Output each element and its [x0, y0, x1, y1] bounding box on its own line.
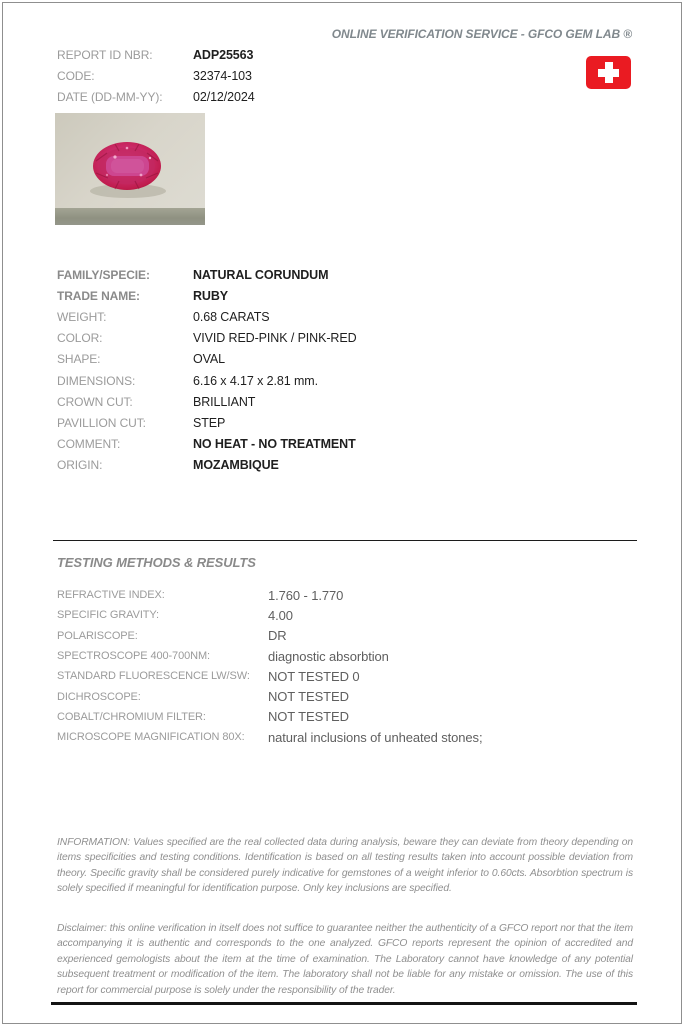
specific-gravity-label: SPECIFIC GRAVITY: — [57, 609, 160, 622]
fluorescence-label: STANDARD FLUORESCENCE LW/SW: — [57, 670, 250, 683]
origin-value: MOZAMBIQUE — [193, 458, 279, 473]
microscope-row — [57, 727, 482, 747]
swiss-cross-horizontal — [598, 69, 619, 77]
crown-cut-row — [57, 391, 357, 412]
shape-label: SHAPE: — [57, 352, 101, 367]
crown-cut-value: BRILLIANT — [193, 394, 256, 409]
service-title: ONLINE VERIFICATION SERVICE - GFCO GEM LAB ® — [331, 27, 632, 41]
origin-label: ORIGIN: — [57, 458, 103, 473]
cobalt-filter-label: COBALT/CHROMIUM FILTER: — [57, 710, 206, 723]
family-row — [57, 264, 357, 285]
pavillion-cut-value: STEP — [193, 415, 226, 430]
gem-photo — [55, 113, 205, 225]
code-value: 32374-103 — [193, 68, 252, 83]
section-divider-line — [53, 540, 637, 541]
report-info-block — [57, 44, 255, 108]
family-value: NATURAL CORUNDUM — [193, 267, 329, 282]
refractive-index-row — [57, 585, 482, 605]
microscope-value: natural inclusions of unheated stones; — [268, 729, 483, 745]
testing-section-heading: TESTING METHODS & RESULTS — [57, 555, 256, 570]
pavillion-cut-row — [57, 412, 357, 433]
comment-row — [57, 434, 357, 455]
bottom-rule — [51, 1002, 637, 1005]
testing-results-block — [57, 585, 482, 747]
spectroscope-label: SPECTROSCOPE 400-700NM: — [57, 650, 210, 663]
date-value: 02/12/2024 — [193, 89, 255, 104]
origin-row — [57, 455, 357, 476]
cobalt-filter-row — [57, 707, 482, 727]
spectroscope-value: diagnostic absorbtion — [268, 648, 389, 664]
dichroscope-label: DICHROSCOPE: — [57, 690, 141, 703]
disclaimer-paragraph: Disclaimer: this online verification in itself does not suffice to guarantee neither the authenticity of a GFCO report nor that the item accompanying it is authentic and corresponds to the one analyzed. GFCO reports represent the opinion of accredited and experienced gemologists about the item at the time of examination. The Laboratory cannot have knowledge of any potential subsequent treatment or modification of the item. The laboratory shall not be liable for any mistake or omission. The use of this report for commercial purpose is solely under the responsibility of the trader. — [57, 923, 633, 996]
code-row — [57, 65, 255, 86]
trade-name-row — [57, 285, 357, 306]
fluorescence-value: NOT TESTED 0 — [268, 668, 360, 684]
weight-label: WEIGHT: — [57, 309, 107, 324]
crown-cut-label: CROWN CUT: — [57, 394, 133, 409]
report-id-row — [57, 44, 255, 65]
dichroscope-row — [57, 686, 482, 706]
family-label: FAMILY/SPECIE: — [57, 267, 150, 282]
refractive-index-value: 1.760 - 1.770 — [268, 587, 344, 603]
date-label: DATE (DD-MM-YY): — [57, 89, 163, 104]
dichroscope-value: NOT TESTED — [268, 689, 349, 705]
comment-label: COMMENT: — [57, 437, 121, 452]
pavillion-cut-label: PAVILLION CUT: — [57, 415, 146, 430]
polariscope-label: POLARISCOPE: — [57, 629, 138, 642]
color-label: COLOR: — [57, 331, 103, 346]
fluorescence-row — [57, 666, 482, 686]
specific-gravity-row — [57, 605, 482, 625]
date-row — [57, 86, 255, 107]
spectroscope-row — [57, 646, 482, 666]
color-value: VIVID RED-PINK / PINK-RED — [193, 331, 357, 346]
information-paragraph: INFORMATION: Values specified are the real collected data during analysis, beware they can deviate from theory depending on items specificities and testing conditions. Identification is based on all testing results taken into account possible deviation from theory. Specific gravity shall be considered purely indicative for gemstones of a weight inferior to 0.60cts. Absorbtion spectrum is solely specified if meaningful for identification purpose. Only key inclusions are specified. — [57, 837, 633, 895]
polariscope-value: DR — [268, 628, 287, 644]
weight-row — [57, 306, 357, 327]
report-id-value: ADP25563 — [193, 47, 254, 62]
shape-row — [57, 349, 357, 370]
shape-value: OVAL — [193, 352, 226, 367]
report-id-label: REPORT ID NBR: — [57, 47, 153, 62]
dimensions-label: DIMENSIONS: — [57, 373, 136, 388]
specific-gravity-value: 4.00 — [268, 607, 293, 623]
photo-background-band — [55, 208, 205, 225]
color-row — [57, 328, 357, 349]
trade-name-label: TRADE NAME: — [57, 288, 140, 303]
comment-value: NO HEAT - NO TREATMENT — [193, 437, 356, 452]
dimensions-row — [57, 370, 357, 391]
identification-block — [57, 264, 357, 476]
code-label: CODE: — [57, 68, 95, 83]
swiss-flag-icon — [586, 56, 631, 89]
microscope-label: MICROSCOPE MAGNIFICATION 80X: — [57, 731, 245, 744]
weight-value: 0.68 CARATS — [193, 309, 270, 324]
polariscope-row — [57, 626, 482, 646]
trade-name-value: RUBY — [193, 288, 229, 303]
cobalt-filter-value: NOT TESTED — [268, 709, 349, 725]
dimensions-value: 6.16 x 4.17 x 2.81 mm. — [193, 373, 318, 388]
refractive-index-label: REFRACTIVE INDEX: — [57, 589, 165, 602]
